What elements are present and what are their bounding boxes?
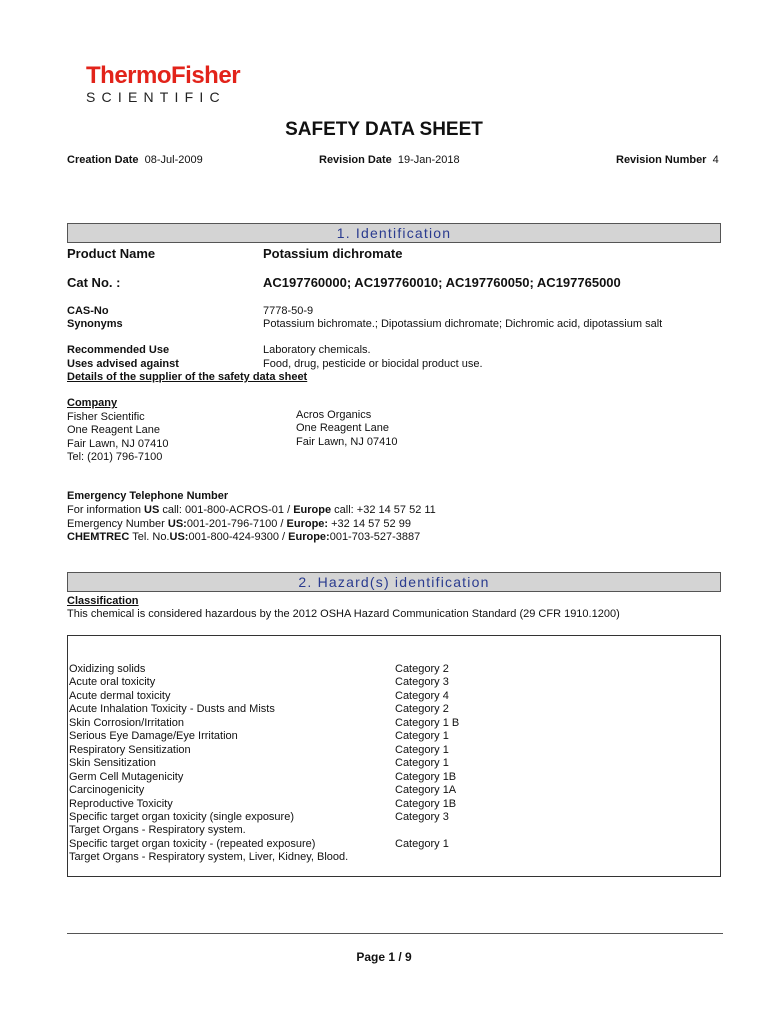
hazard-class-name: Serious Eye Damage/Eye Irritation [69,730,238,743]
footer-divider [67,933,723,934]
hazard-category: Category 1 B [395,716,460,729]
emergency-line-number: Emergency Number US:001-201-796-7100 / Europe: +32 14 57 52 99 [67,518,411,530]
hazard-category: Category 1 [395,730,449,743]
classification-table [67,635,721,877]
hazard-category: Category 4 [395,689,449,702]
cat-no-value: AC197760000; AC197760010; AC197760050; AC197765000 [263,275,621,290]
section-1-header: 1. Identification [67,223,721,243]
revision-date-label: Revision Date [319,154,392,166]
hazard-class-name: Skin Corrosion/Irritation [69,716,184,729]
revision-date [319,154,460,166]
hazard-class-name: Acute dermal toxicity [69,689,171,702]
emergency-line-chemtrec: CHEMTREC Tel. No.US:001-800-424-9300 / Europe:001-703-527-3887 [67,531,421,543]
logo-wordmark: ThermoFisher [86,62,241,89]
company-line: One Reagent Lane [67,424,160,436]
cas-value: 7778-50-9 [263,305,314,317]
revision-date-value: 19-Jan-2018 [397,154,460,166]
creation-date-value: 08-Jul-2009 [144,154,203,166]
hazard-class-name: Target Organs - Respiratory system, Liver, Kidney, Blood. [69,851,349,864]
hazard-category: Category 2 [395,663,449,675]
hazard-class-name: Skin Sensitization [69,757,156,770]
synonyms-label: Synonyms [67,318,123,330]
uses-advised-label: Uses advised against [67,358,179,370]
hazard-class-name: Acute Inhalation Toxicity - Dusts and Mists [69,703,275,716]
document-title: SAFETY DATA SHEET [285,119,483,140]
hazard-category: Category 1A [395,784,457,797]
hazard-class-name: Oxidizing solids [69,663,146,675]
hazard-category: Category 1B [395,770,457,783]
company-line: Fair Lawn, NJ 07410 [67,438,169,450]
recommended-use-label: Recommended Use [67,344,170,356]
cas-label: CAS-No [67,305,109,317]
revision-number-label: Revision Number [616,154,707,166]
hazard-category: Category 2 [395,703,449,716]
page-number: Page 1 / 9 [356,950,412,964]
acros-line: One Reagent Lane [296,422,389,434]
recommended-use-value: Laboratory chemicals. [263,344,371,356]
logo-subtitle: SCIENTIFIC [86,89,226,105]
emergency-line-info: For information US call: 001-800-ACROS-01 / Europe call: +32 14 57 52 11 [67,504,436,516]
acros-line: Acros Organics [296,409,372,421]
uses-advised-value: Food, drug, pesticide or biocidal product use. [263,358,483,370]
company-logo [86,64,240,105]
hazard-class-name: Specific target organ toxicity (single exposure) [69,810,294,823]
hazard-class-name: Specific target organ toxicity - (repeated exposure) [69,837,316,850]
revision-number-value: 4 [712,154,719,166]
supplier-heading: Details of the supplier of the safety data sheet [67,371,308,383]
hazard-class-name: Target Organs - Respiratory system. [69,824,246,837]
product-name-label: Product Name [67,246,156,261]
hazard-category: Category 1B [395,797,457,810]
revision-number [616,154,719,166]
hazard-category: Category 3 [395,676,449,689]
hazard-class-name: Reproductive Toxicity [69,797,173,810]
hazard-class-name: Carcinogenicity [69,784,145,797]
company-phone: Tel: (201) 796-7100 [67,451,163,463]
hazard-category: Category 1 [395,743,449,756]
hazard-category: Category 1 [395,757,449,770]
hazard-class-name: Germ Cell Mutagenicity [69,770,184,783]
hazard-category: Category 3 [395,810,449,823]
section-2-header: 2. Hazard(s) identification [67,572,721,592]
cat-no-label: Cat No. : [67,275,121,290]
classification-heading: Classification [67,595,139,607]
synonyms-value: Potassium bichromate.; Dipotassium dichromate; Dichromic acid, dipotassium salt [263,318,663,330]
acros-line: Fair Lawn, NJ 07410 [296,436,398,448]
classification-text: This chemical is considered hazardous by the 2012 OSHA Hazard Communication Standard (29 CFR 1910.1200) [67,608,620,620]
emergency-heading: Emergency Telephone Number [67,490,229,502]
company-line: Fisher Scientific [67,411,145,423]
product-name-value: Potassium dichromate [263,246,403,261]
company-heading: Company [67,397,118,409]
hazard-category: Category 1 [395,837,449,850]
hazard-class-name: Respiratory Sensitization [69,743,191,756]
creation-date-label: Creation Date [67,154,139,166]
creation-date [67,154,203,166]
hazard-class-name: Acute oral toxicity [69,676,156,689]
